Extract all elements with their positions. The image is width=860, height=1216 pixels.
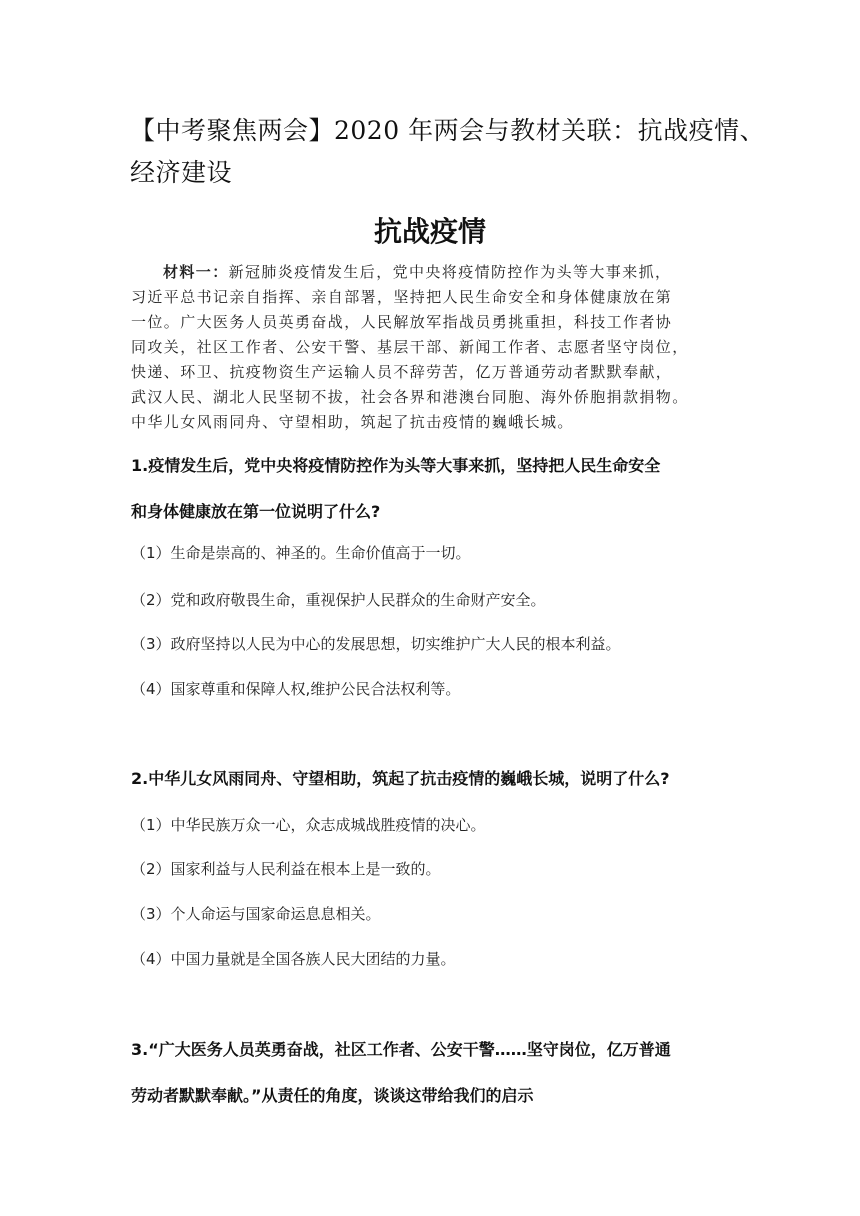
material-line: 武汉人民、湖北人民坚韧不拔，社会各界和港澳台同胞、海外侨胞捐款捐物。 — [131, 388, 689, 406]
answer-item: （2）国家利益与人民利益在根本上是一致的。 — [131, 860, 441, 878]
document-title-line: 经济建设 — [130, 158, 233, 187]
question-line: 1.疫情发生后，党中央将疫情防控作为头等大事来抓，坚持把人民生命安全 — [131, 456, 661, 475]
question-line: 3.“广大医务人员英勇奋战，社区工作者、公安干警……坚守岗位，亿万普通 — [131, 1040, 671, 1059]
question-1 — [131, 443, 751, 535]
answer-item: （3）政府坚持以人民为中心的发展思想，切实维护广大人民的根本利益。 — [131, 635, 621, 653]
answer-item: （1）中华民族万众一心，众志成城战胜疫情的决心。 — [131, 816, 486, 834]
material-line: 同攻关，社区工作者、公安干警、基层干部、新闻工作者、志愿者坚守岗位， — [131, 338, 689, 356]
answer-item: （2）党和政府敬畏生命，重视保护人民群众的生命财产安全。 — [131, 591, 546, 609]
section-title: 抗战疫情 — [373, 215, 486, 248]
material-line — [131, 260, 751, 285]
material-label: 材料一： — [163, 263, 229, 281]
document-title — [130, 110, 766, 194]
material-text: 新冠肺炎疫情发生后，党中央将疫情防控作为头等大事来抓， — [228, 263, 672, 281]
answer-item: （1）生命是崇高的、神圣的。生命价值高于一切。 — [131, 544, 471, 562]
material-line: 快递、环卫、抗疫物资生产运输人员不辞劳苦，亿万普通劳动者默默奉献， — [131, 363, 673, 381]
material-paragraph — [131, 260, 751, 435]
answer-item: （4）国家尊重和保障人权,维护公民合法权利等。 — [131, 680, 461, 698]
question-3 — [131, 1027, 751, 1119]
answer-item: （4）中国力量就是全国各族人民大团结的力量。 — [131, 950, 456, 968]
question-line: 和身体健康放在第一位说明了什么? — [131, 502, 381, 521]
answer-item: （3）个人命运与国家命运息息相关。 — [131, 905, 381, 923]
question-2 — [131, 756, 751, 802]
material-line: 中华儿女风雨同舟、守望相助，筑起了抗击疫情的巍峨长城。 — [131, 413, 574, 431]
material-line: 习近平总书记亲自指挥、亲自部署，坚持把人民生命安全和身体健康放在第 — [131, 288, 673, 306]
question-line: 2.中华儿女风雨同舟、守望相助，筑起了抗击疫情的巍峨长城，说明了什么? — [131, 769, 670, 788]
material-line: 一位。广大医务人员英勇奋战，人民解放军指战员勇挑重担，科技工作者协 — [131, 313, 673, 331]
question-line: 劳动者默默奉献。”从责任的角度，谈谈这带给我们的启示 — [131, 1086, 534, 1105]
document-title-line: 【中考聚焦两会】2020 年两会与教材关联：抗战疫情、 — [130, 116, 766, 145]
